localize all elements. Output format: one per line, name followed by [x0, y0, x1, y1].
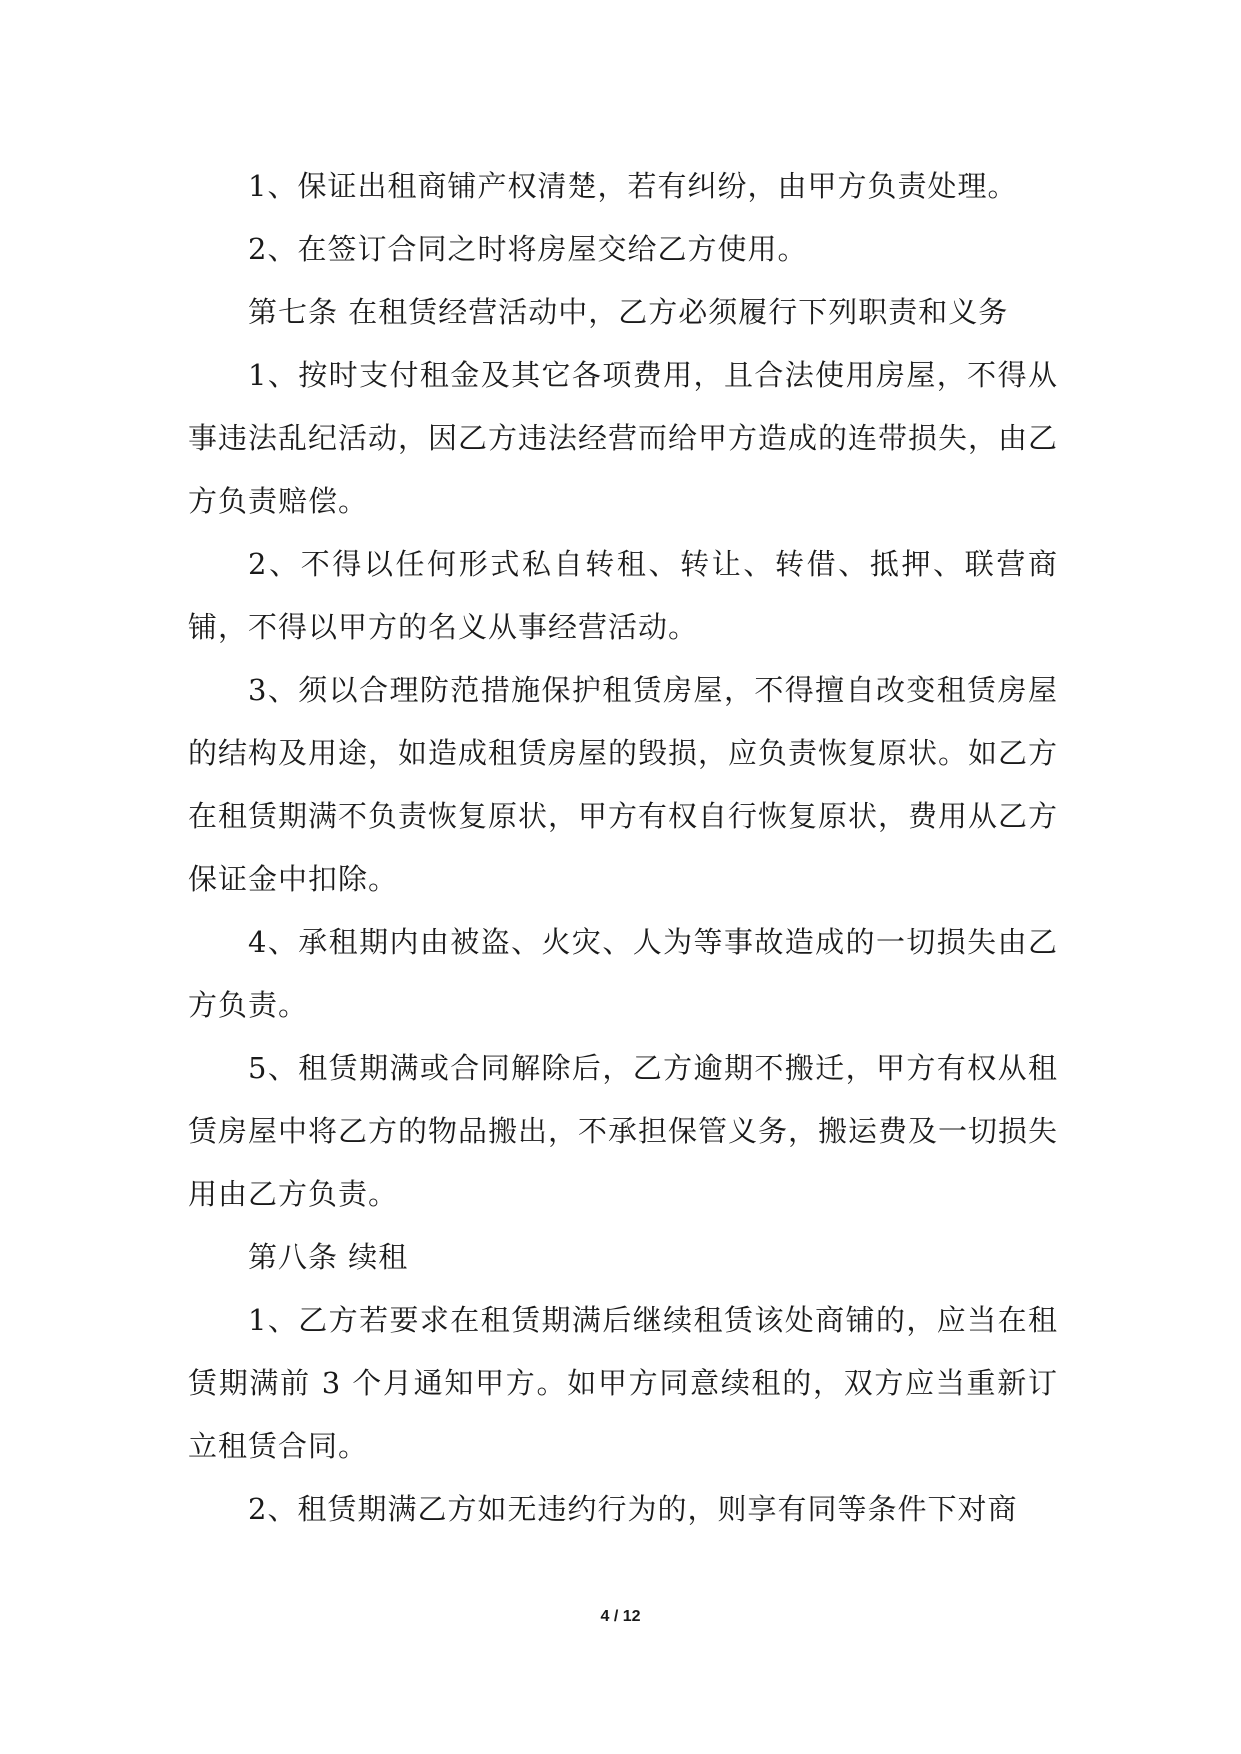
paragraph: 1、乙方若要求在租赁期满后继续租赁该处商铺的，应当在租赁期满前 3 个月通知甲方。如甲方同意续租的，双方应当重新订立租赁合同。	[188, 1303, 1058, 1463]
document-body	[188, 155, 1058, 1541]
paragraph: 2、租赁期满乙方如无违约行为的，则享有同等条件下对商	[248, 1492, 1018, 1526]
article-heading: 第八条 续租	[248, 1240, 409, 1274]
paragraph: 5、租赁期满或合同解除后，乙方逾期不搬迁，甲方有权从租赁房屋中将乙方的物品搬出，不承担保管义务，搬运费及一切损失用由乙方负责。	[188, 1051, 1059, 1211]
paragraph: 2、不得以任何形式私自转租、转让、转借、抵押、联营商铺，不得以甲方的名义从事经营活动。	[188, 547, 1058, 644]
paragraph: 3、须以合理防范措施保护租赁房屋，不得擅自改变租赁房屋的结构及用途，如造成租赁房屋的毁损，应负责恢复原状。如乙方在租赁期满不负责恢复原状，甲方有权自行恢复原状，费用从乙方保证金中扣除。	[188, 673, 1059, 896]
paragraph: 2、在签订合同之时将房屋交给乙方使用。	[248, 232, 808, 266]
paragraph: 1、保证出租商铺产权清楚，若有纠纷，由甲方负责处理。	[248, 169, 1018, 203]
paragraph: 1、按时支付租金及其它各项费用，且合法使用房屋，不得从事违法乱纪活动，因乙方违法经营而给甲方造成的连带损失，由乙方负责赔偿。	[188, 358, 1059, 518]
page-number: 4 / 12	[600, 1608, 641, 1625]
article-heading: 第七条 在租赁经营活动中，乙方必须履行下列职责和义务	[248, 295, 1009, 329]
paragraph: 4、承租期内由被盗、火灾、人为等事故造成的一切损失由乙方负责。	[188, 925, 1058, 1022]
